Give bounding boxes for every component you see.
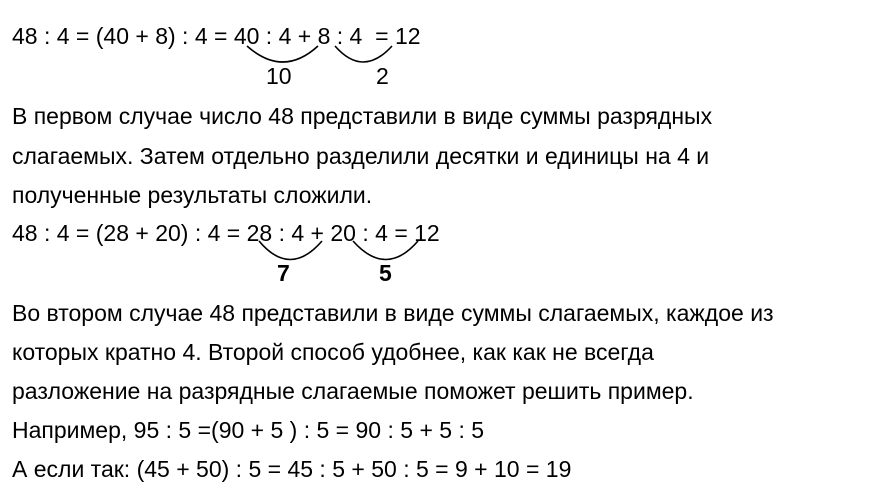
paragraph2-line1: Во втором случае 48 представили в виде суммы слагаемых, каждое из bbox=[12, 300, 774, 326]
paragraph2-line2: которых кратно 4. Второй способ удобнее, как как не всегда bbox=[12, 339, 654, 365]
example1-result-right: 2 bbox=[376, 63, 389, 89]
paragraph1-line3: полученные результаты сложили. bbox=[12, 182, 373, 208]
example1-result-left: 10 bbox=[266, 63, 292, 89]
example1-equation: 48 : 4 = (40 + 8) : 4 = 40 : 4 + 8 : 4 = 12 bbox=[12, 23, 421, 49]
example2-equation: 48 : 4 = (28 + 20) : 4 = 28 : 4 + 20 : 4 = 12 bbox=[12, 220, 440, 246]
example3-line: Например, 95 : 5 =(90 + 5 ) : 5 = 90 : 5 + 5 : 5 bbox=[12, 417, 485, 443]
paragraph1-line2: слагаемых. Затем отдельно разделили десятки и единицы на 4 и bbox=[12, 143, 710, 169]
paragraph1-line1: В первом случае число 48 представили в виде суммы разрядных bbox=[12, 103, 713, 129]
paragraph2-line3: разложение на разрядные слагаемые поможет решить пример. bbox=[12, 378, 694, 404]
example4-line: А если так: (45 + 50) : 5 = 45 : 5 + 50 : 5 = 9 + 10 = 19 bbox=[12, 456, 572, 482]
example2-result-right: 5 bbox=[379, 260, 392, 286]
example2-result-left: 7 bbox=[277, 260, 290, 286]
